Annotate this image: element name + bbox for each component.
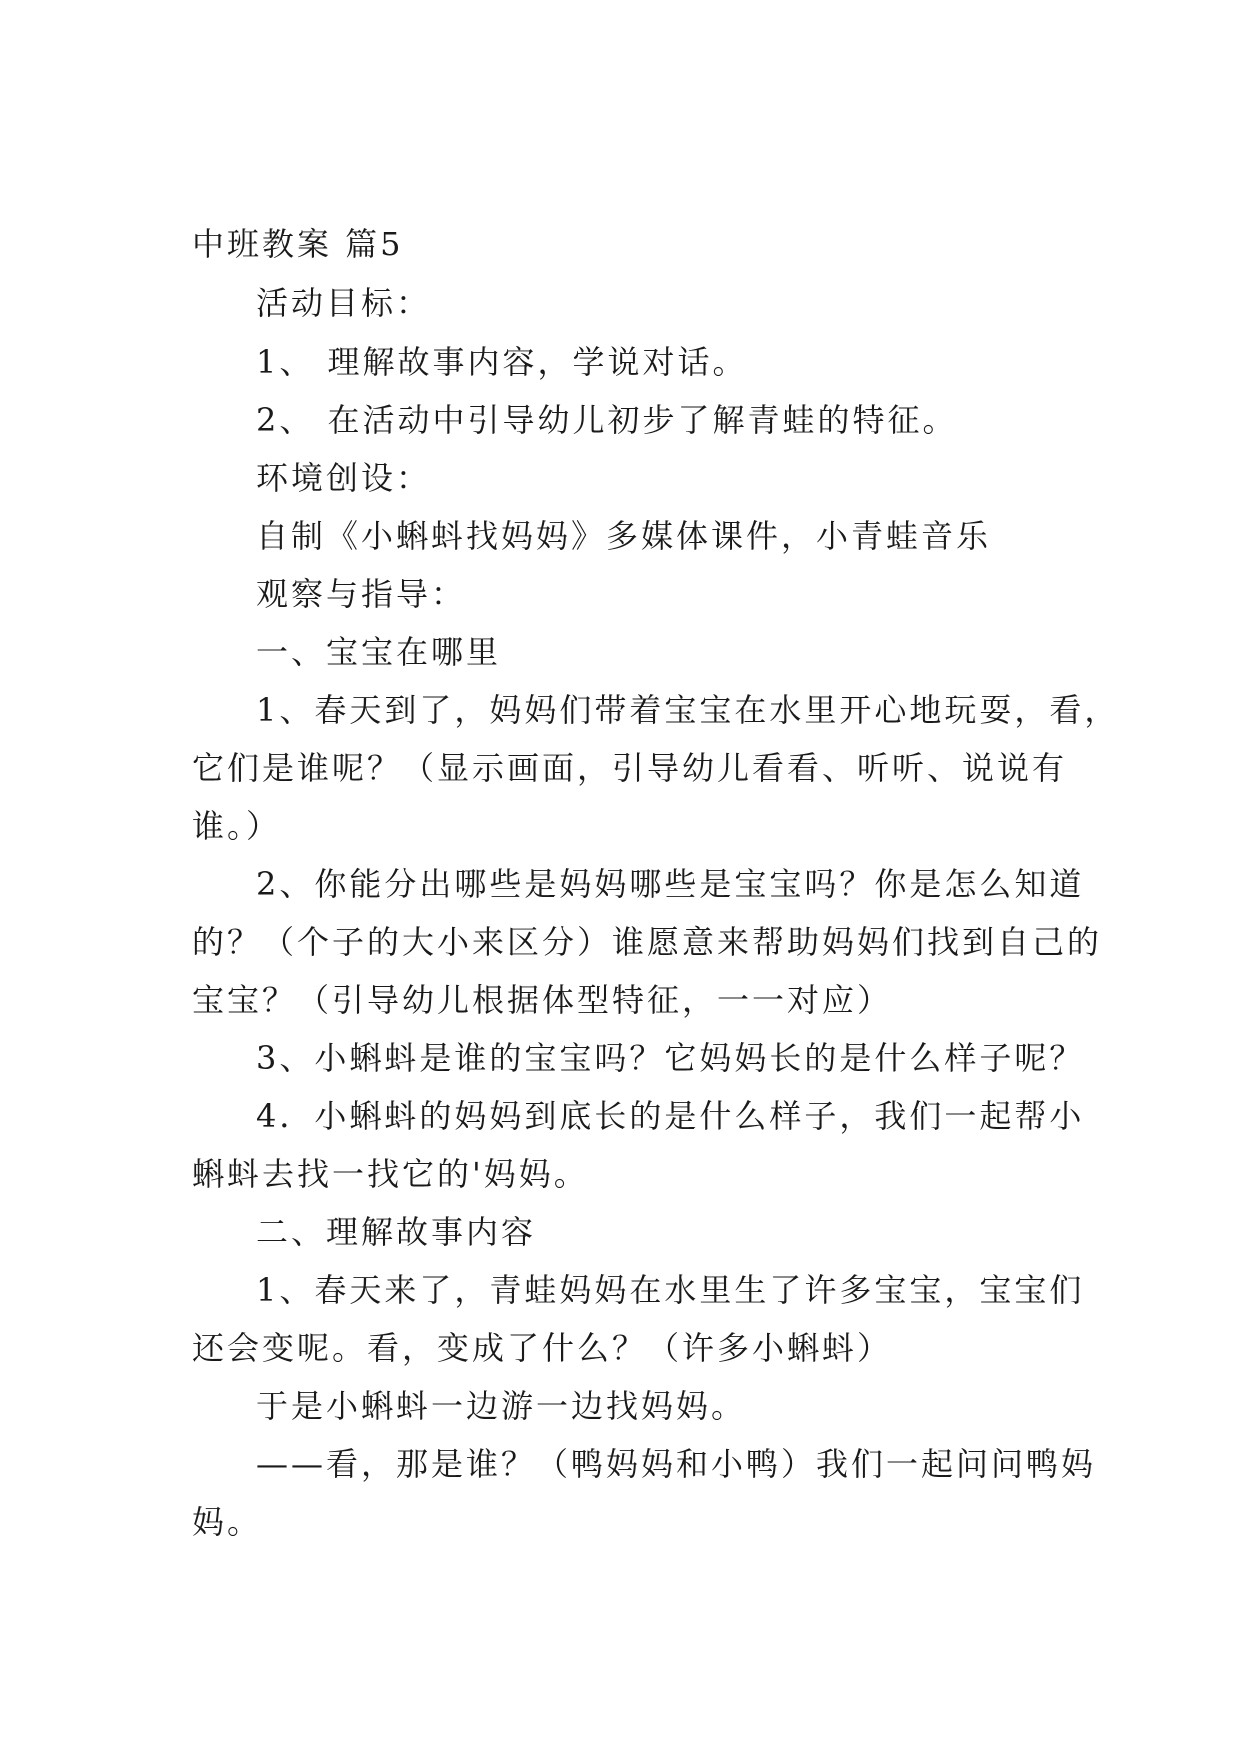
paragraph-line: ——看，那是谁？（鸭妈妈和小鸭）我们一起问问鸭妈 <box>256 1445 1097 1483</box>
paragraph-line: 2、你能分出哪些是妈妈哪些是宝宝吗？你是怎么知道 <box>256 865 1085 903</box>
paragraph-line: 于是小蝌蚪一边游一边找妈妈。 <box>256 1387 747 1425</box>
paragraph-line: 1、 理解故事内容，学说对话。 <box>256 343 748 381</box>
paragraph-line: 宝宝？（引导幼儿根据体型特征，一一对应） <box>192 981 893 1019</box>
paragraph-line: 妈。 <box>192 1503 263 1541</box>
heading-observation: 观察与指导： <box>256 575 467 613</box>
paragraph-line: 自制《小蝌蚪找妈妈》多媒体课件，小青蛙音乐 <box>256 517 992 555</box>
paragraph-line: 蝌蚪去找一找它的'妈妈。 <box>192 1155 589 1193</box>
paragraph-line: 3、小蝌蚪是谁的宝宝吗？它妈妈长的是什么样子呢？ <box>256 1039 1085 1077</box>
paragraph-line: 1、春天到了，妈妈们带着宝宝在水里开心地玩耍，看， <box>256 691 1120 729</box>
paragraph-line: 它们是谁呢？（显示画面，引导幼儿看看、听听、说说有 <box>192 749 1068 787</box>
paragraph-line: 还会变呢。看，变成了什么？（许多小蝌蚪） <box>192 1329 893 1367</box>
paragraph-line: 1、春天来了，青蛙妈妈在水里生了许多宝宝，宝宝们 <box>256 1271 1085 1309</box>
heading-environment: 环境创设： <box>256 459 432 497</box>
paragraph-line: 的？（个子的大小来区分）谁愿意来帮助妈妈们找到自己的 <box>192 923 1103 961</box>
heading-activity-goals: 活动目标： <box>256 284 432 322</box>
section-heading: 二、理解故事内容 <box>256 1213 537 1251</box>
section-heading: 一、宝宝在哪里 <box>256 633 502 671</box>
document-title: 中班教案 篇5 <box>192 225 404 263</box>
paragraph-line: 4．小蝌蚪的妈妈到底长的是什么样子，我们一起帮小 <box>256 1097 1085 1135</box>
paragraph-line: 谁。） <box>192 807 282 845</box>
paragraph-line: 2、 在活动中引导幼儿初步了解青蛙的特征。 <box>256 401 958 439</box>
